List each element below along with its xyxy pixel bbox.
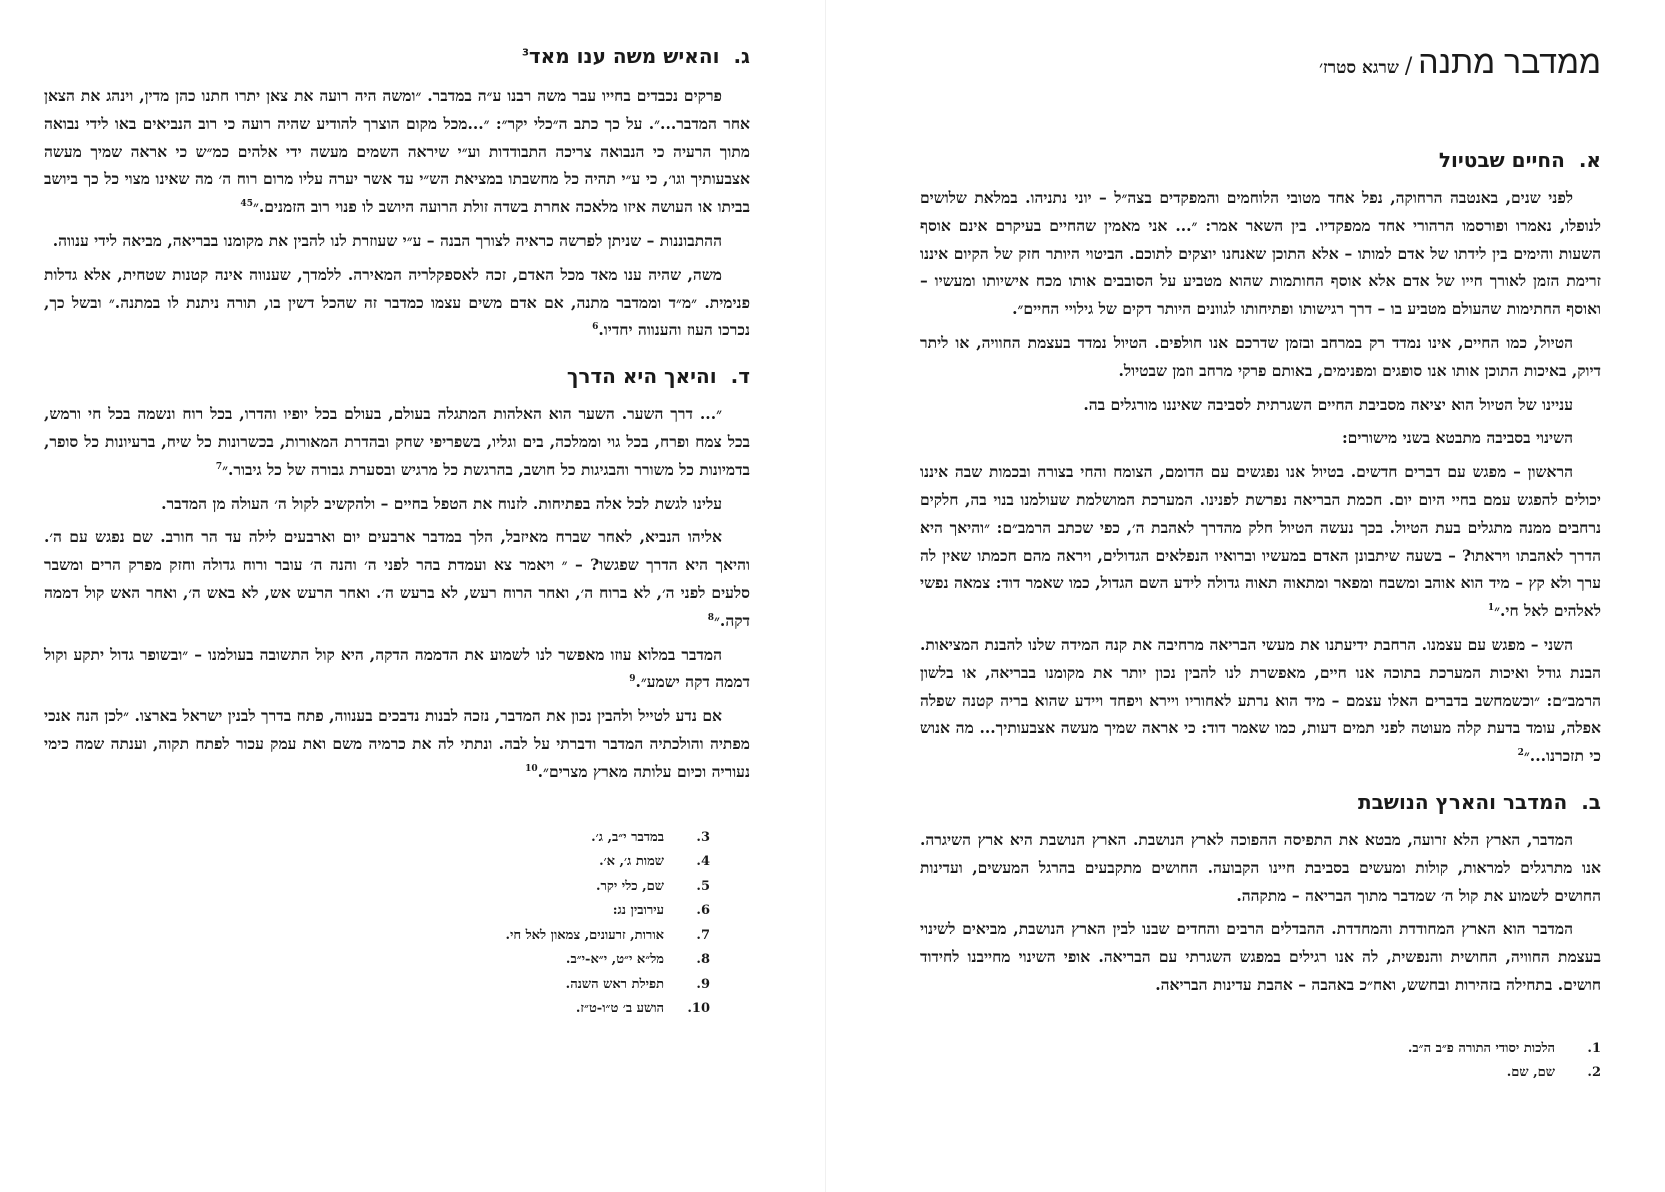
right-page [850, 0, 1665, 1192]
footnote-mark: 8 [707, 612, 715, 623]
footnote-number: 4. [696, 854, 710, 870]
footnote-mark: 10 [525, 763, 538, 774]
footnote-text: הושע ב׳ ט״ו-ט״ז. [575, 1001, 664, 1017]
paragraph-text: המדבר במלוא עוזו מאפשר לנו לשמוע את הדממה הדקה, היא קול התשובה בעולמנו – ״ובשופר גדול יתקע וקול דממה דקה ישמע״. [44, 644, 750, 692]
paragraph [44, 400, 750, 483]
paragraph [920, 631, 1601, 770]
paragraph: ההתבוננות – שניתן לפרשה כראיה לצורך הבנה – ע״י שעוזרת לנו להבין את מקומנו בבריאה, מביאה לידי ענווה. [52, 230, 722, 250]
footnote [44, 875, 710, 900]
footnote-number: 2. [1587, 1065, 1601, 1081]
section-heading-b [920, 790, 1601, 814]
footnote-number: 1. [1587, 1040, 1601, 1056]
paragraph [44, 82, 750, 221]
footnote-mark: 6 [592, 322, 599, 333]
paragraph: הטיול, כמו החיים, אינו נמדד רק במרחב ובזמן שדרכם אנו חולפים. הטיול נמדד בעצמת החוויה, או ליתר דיוק, באיכות התוכן אותו אנו סופגים ומפנימים, באותם פרקי מרחב וזמן שבטיול. [920, 332, 1601, 380]
footnote [44, 850, 710, 875]
paragraph-text: השני – מפגש עם עצמנו. הרחבת ידיעתנו את מעשי הבריאה מרחיבה את קנה המידה שלנו להבנת המציאות. הבנת גודל ואיכות המערכת בתוכה אנו חיים, מאפשרת לנו להבין נכון יותר את מקומנו בבריאה, או בלשון הרמב״ם: ״וכשמחשב בדברים האלו עצמם – מיד הוא נרתע לאחוריו ויירא ויפחד ויידע שהוא בריה קטנה שפלה אפלה, עומד בדעת קלה מעוטה לפני תמים דעות, כמו שאמר דוד: כי אראה שמיך מעשה אצבעותיך... מה אנוש כי תזכרנו...״ [920, 634, 1601, 766]
paragraph: עניינו של הטיול הוא יציאה מסביבת החיים השגרתית לסביבה שאיננו מורגלים בה. [1083, 394, 1573, 414]
paragraph-text: פרקים נכבדים בחייו עבר משה רבנו ע״ה במדבר. ״ומשה היה רועה את צאן יתרו חתנו כהן מדין, וינהג את הצאן אחר המדבר...״. על כך כתב ה״כלי יקר״: ״...מכל מקום הוצרך להודיע שהיה רועה כי רוב הנביאים באו לידי נבואה מתוך הרעיה כי הנבואה צריכה התבודדות וע״י שיראה השמים מעשה ידי אלהים כמ״ש כי אראה שמיך מעשה אצבעותיך וגו׳, כי ע״י תהיה כל מחשבתו במציאת הש״י עד אשר יערה עליו מרום רוח ה׳ מה שאינו מצוי כל כך ביושב בביתו או העושה איזו מלאכה אחרת בשדה זולת הרועה היושב לו פנוי רוב הזמנים.״ [44, 86, 750, 217]
footnote-mark: 9 [629, 674, 636, 685]
footnote-number: 9. [696, 976, 710, 992]
paragraph [44, 523, 750, 634]
footnote-mark: 2 [1517, 747, 1524, 758]
paragraph: המדבר הוא הארץ המחודדת והמחדדת. ההבדלים הרבים והחדים שבנו לבין הארץ הנושבת, מביאים לשינוי בעצמת החוויה, החושית והנפשית, לה אנו רגילים במפגש השגרתי עם הבריאה. אופי השינוי מחייבנו לחידוד חושים. בתחילה בזהירות ובחשש, ואח״כ באהבה – אהבת עדינות הבריאה. [920, 919, 1601, 994]
paragraph: המדבר, הארץ הלא זרועה, מבטא את התפיסה ההפוכה לארץ הנושבת. הארץ הנושבת היא ארץ השיגרה. אנו מתרגלים למראות, קולות ומעשים בסביבת חיינו הקבועה. החושים מתקבעים בהרגל המעשים, ועדינות החושים לשמוע את קול ה׳ שמדבר מתוך הבריאה – מתקהה. [920, 829, 1601, 905]
footnote-text: אורות, זרעונים, צמאון לאל חי. [505, 927, 664, 943]
footnote [920, 1037, 1601, 1062]
footnotes-list [44, 826, 750, 1022]
paragraph [44, 641, 750, 697]
footnote-number: 5. [696, 878, 710, 894]
footnote-number: 7. [696, 927, 710, 943]
footnote-text: תפילת ראש השנה. [565, 976, 664, 992]
footnotes-list [920, 1037, 1601, 1086]
section-letter: ג. [733, 44, 750, 68]
footnote-text: שמות ג׳, א׳. [599, 854, 664, 870]
footnote-text: שם, שם. [1506, 1065, 1555, 1081]
footnote [44, 899, 710, 924]
paragraph: עלינו לגשת לכל אלה בפתיחות. לזנוח את הטפל בחיים – ולהקשיב לקול ה׳ העולה מן המדבר. [161, 493, 722, 513]
section-title: והיאך היא הדרך [566, 364, 717, 389]
paragraph: השינוי בסביבה מתבטא בשני מישורים: [1341, 428, 1573, 448]
paragraph-text: הראשון – מפגש עם דברים חדשים. בטיול אנו נפגשים עם הדומם, הצומח והחי בצורה ובכמות שבה איננו יכולים להפגש עמם בחיי היום יום. חכמת הבריאה נפרשת לפנינו. המערכת המושלמת שעולמנו בנוי בה, חלקים נרחבים ממנה מתגלים בעת הטיול. בכך נעשה הטיול חלק מהדרך לאהבת ה׳, כפי שכתב הרמב״ם: ״והיאך היא הדרך לאהבתו ויראתו? – בשעה שיתבונן האדם במעשיו וברואיו הנפלאים הגדולים, ויראה מהם חכמתו שאין לה ערך ולא קץ – מיד הוא אוהב ומשבח ומפאר ומתאוה תאוה גדולה לידע השם הגדול, כמו שאמר דוד: צמאה נפשי לאלהים לאל חי.״ [920, 462, 1601, 621]
footnote-mark: 3 [521, 47, 529, 59]
footnote-text: מל״א י״ט, י״א-י״ב. [565, 952, 664, 968]
footnote [44, 948, 710, 973]
paragraph: לפני שנים, באנטבה הרחוקה, נפל אחד מטובי הלוחמים והמפקדים בצה״ל – יוני נתניהו. במלאת שלושים לנופלו, נאמרו ופורסמו הרהורי אחד ממפקדיו. בין השאר אמר: ״... אני מאמין שהחיים בעיקרם אינם אוסף השעות והימים בין לידתו של אדם למותו – אלא התוכן שאנחנו יוצקים לתוכם. הביטוי היותר חזק של הקיום איננו זרימת הזמן לאורך חייו של אדם אלא אוסף החותמות שהוא מטביע על הסובבים אותו מכח אישיותו ומעשיו – ואוסף החתימות שהעולם מטביע בו – דרך רגישותו ופתיחותו לגוונים היותר דקים של גילויי החיים״. [920, 188, 1601, 319]
footnote-number: 8. [696, 952, 710, 968]
book-title: ממדבר מתנה [1418, 44, 1601, 80]
footnote-text: עירובין נג: [612, 903, 664, 919]
author-name: שרגא סטרז׳ [1319, 58, 1399, 78]
section-letter: א. [1578, 148, 1601, 172]
footnote-mark: 4 [240, 199, 247, 210]
paragraph-text: אם נדע לטייל ולהבין נכון את המדבר, נזכה לבנות נדבכים בענווה, פתח בדרך לבנין ישראל בארצו. ״לכן הנה אנכי מפתיה והולכתיה המדבר ודברתי על לבה. ונתתי לה את כרמיה משם ואת עמק עכור לפתח תקוה, וענתה שמה כימי נעוריה וכיום עלותה מארץ מצרים״. [44, 706, 750, 781]
footnote-mark: 1 [1487, 603, 1495, 613]
section-title: החיים שבטיול [1438, 148, 1565, 172]
paragraph [44, 261, 750, 344]
section-title: המדבר והארץ הנושבת [1357, 789, 1568, 814]
footnote-text: במדבר י״ב, ג׳. [591, 829, 664, 845]
section-letter: ב. [1581, 789, 1601, 814]
paragraph [920, 458, 1601, 625]
paragraph-text: משה, שהיה ענו מאד מכל האדם, זכה לאספקלריה המאירה. ללמדך, שענווה אינה קטנות שטחית, אלא גדלות פנימית. ״מ״ד וממדבר מתנה, אם אדם משים עצמו כמדבר זה שהכל דשין בו, תורה ניתנת לו במתנה.״ ובשל כך, נכרכו העוז והענווה יחדיו. [44, 264, 750, 340]
title-separator: / [1404, 54, 1413, 79]
footnote [44, 973, 710, 998]
section-title: והאיש משה ענו מאד [528, 44, 720, 68]
paragraph [44, 702, 750, 785]
footnote [44, 826, 710, 851]
footnote-mark: 7 [215, 461, 223, 472]
section-letter: ד. [730, 364, 750, 389]
section-heading-g [44, 44, 750, 68]
running-header [920, 44, 1601, 94]
left-page [0, 0, 800, 1192]
footnote-text: הלכות יסודי התורה פ״ב ה״ב. [1407, 1040, 1555, 1056]
footnote-number: 3. [696, 829, 710, 845]
footnote-mark: 5 [246, 199, 253, 210]
section-heading-a [920, 148, 1601, 172]
footnote-text: שם, כלי יקר. [595, 878, 664, 894]
footnote [44, 924, 710, 949]
section-heading-d [44, 364, 750, 388]
paragraph-text: ״... דרך השער. השער הוא האלהות המתגלה בעולם, בעולם בכל יופיו והדרו, בכל רוח ונשמה בכל חי ורמש, בכל צמח ופרח, בכל גוי וממלכה, בים וגליו, בשפריפי שחק ובהדרת המאורות, בכשרונות כל שיח, ברעיונות כל סופר, בדמיונות כל משורר והבגיגות כל חושב, בהרגשת כל מרגיש ובסערת גבורה של כל גיבור.״ [44, 404, 750, 479]
paragraph-text: אליהו הנביא, לאחר שברח מאיזבל, הלך במדבר ארבעים יום וארבעים לילה עד הר חורב. שם נפגש עם ה׳. והיאך היא הדרך שפגשו? – ״ ויאמר צא ועמדת בהר לפני ה׳ והנה ה׳ עובר ורוח גדולה וחזק מפרק הרים ומשבר סלעים לפני ה׳, לא ברוח ה׳, ואחר הרוח רעש, לא ברעש ה׳. ואחר הרעש אש, לא באש ה׳, ואחר האש קול דממה דקה.״ [44, 527, 750, 630]
footnote [920, 1061, 1601, 1086]
footnote [44, 997, 710, 1022]
page-fold [825, 0, 826, 1192]
footnote-number: 10. [687, 1001, 710, 1017]
footnote-number: 6. [696, 903, 710, 919]
